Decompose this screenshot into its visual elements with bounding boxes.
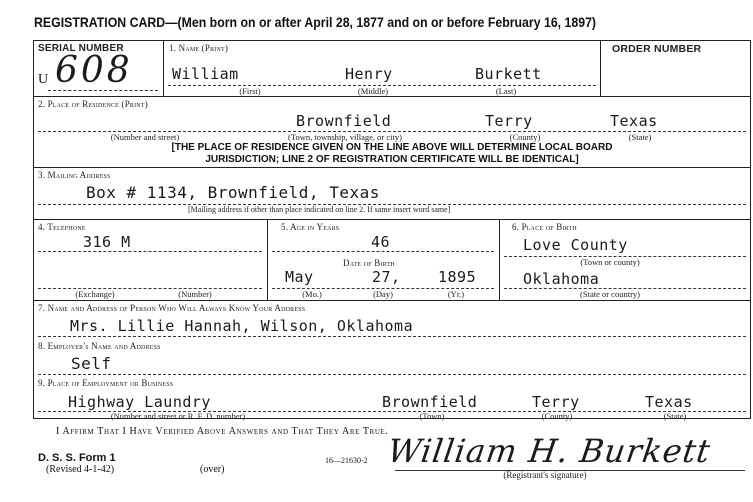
row1-bottom-rule <box>33 96 751 97</box>
age-underline <box>272 251 494 252</box>
employer-underline <box>38 374 746 375</box>
card-top-rule <box>33 40 751 41</box>
row9-bottom-rule <box>33 418 751 419</box>
telephone-underline-2 <box>38 288 262 289</box>
birth-year: 1895 <box>438 268 477 286</box>
age-value: 46 <box>371 233 391 251</box>
residence-notice-line1: [THE PLACE OF RESIDENCE GIVEN ON THE LINE ABOVE WILL DETERMINE LOCAL BOARD <box>171 142 613 153</box>
registrant-signature: William H. Burkett <box>385 432 714 470</box>
form-revised: (Revised 4-1-42) <box>46 464 115 475</box>
residence-town: Brownfield <box>296 112 392 130</box>
order-divider <box>600 40 601 96</box>
age-label: 5. Age in Years <box>281 222 340 232</box>
form-number: D. S. S. Form 1 <box>38 452 116 464</box>
last-name: Burkett <box>475 65 542 83</box>
serial-underline <box>48 90 158 91</box>
employment-town-caption: (Town) <box>419 411 445 421</box>
contact-label: 7. Name and Address of Person Who Will Always Know Your Address <box>38 303 306 313</box>
middle-name: Henry <box>345 65 393 83</box>
employment-label: 9. Place of Employment or Business <box>38 378 174 388</box>
birthplace-town-caption: (Town or county) <box>580 257 640 267</box>
birth-year-caption: (Yr.) <box>447 289 465 299</box>
residence-county: Terry <box>485 112 533 130</box>
card-header <box>34 14 596 30</box>
birth-month-caption: (Mo.) <box>302 289 322 299</box>
first-caption: (First) <box>239 86 261 96</box>
print-code: 16—21630-2 <box>325 456 368 465</box>
mailing-label: 3. Mailing Address <box>38 170 111 180</box>
residence-street-caption: (Number and street) <box>110 132 180 142</box>
employment-street: Highway Laundry <box>68 393 211 411</box>
over-note: (over) <box>200 464 225 475</box>
residence-state-caption: (State) <box>628 132 652 142</box>
employer-label: 8. Employer's Name and Address <box>38 341 161 351</box>
employer-value: Self <box>71 354 112 373</box>
birthplace-label: 6. Place of Birth <box>512 222 577 232</box>
middle-caption: (Middle) <box>357 86 389 96</box>
employment-town: Brownfield <box>382 393 478 411</box>
residence-town-caption: (Town, township, village, or city) <box>288 132 402 142</box>
row2-bottom-rule <box>33 167 751 168</box>
serial-number-label: SERIAL NUMBER <box>38 43 124 54</box>
card-subtitle: —(Men born on or after April 28, 1877 and on or before February 16, 1897) <box>165 14 597 30</box>
last-caption: (Last) <box>495 86 517 96</box>
residence-state: Texas <box>610 112 658 130</box>
name-label: 1. Name (Print) <box>169 43 229 53</box>
residence-county-caption: (County) <box>509 132 541 142</box>
birthplace-state: Oklahoma <box>523 270 600 288</box>
telephone-number-caption: (Number) <box>178 289 212 299</box>
telephone-value: 316 M <box>83 233 131 251</box>
residence-label: 2. Place of Residence (Print) <box>38 99 148 109</box>
birthplace-state-caption: (State or country) <box>580 289 640 299</box>
employment-county: Terry <box>532 393 580 411</box>
birthplace-town: Love County <box>523 236 628 254</box>
telephone-exchange-caption: (Exchange) <box>75 289 115 299</box>
row3-bottom-rule <box>33 219 751 220</box>
signature-caption: (Registrant's signature) <box>503 470 587 480</box>
serial-prefix: U <box>38 72 49 87</box>
contact-value: Mrs. Lillie Hannah, Wilson, Oklahoma <box>70 317 414 335</box>
birth-day-caption: (Day) <box>373 289 393 299</box>
employment-state: Texas <box>645 393 693 411</box>
employment-street-caption: (Number and street or R. F. D. number) <box>110 411 246 421</box>
birth-month: May <box>285 268 314 286</box>
mailing-caption: [Mailing address if other than place indicated on line 2. If same insert word same] <box>188 205 451 214</box>
date-of-birth-label: Date of Birth <box>343 258 395 268</box>
affirmation-text: I Affirm That I Have Verified Above Answers and That They Are True. <box>56 426 389 437</box>
row4-bottom-rule <box>33 300 751 301</box>
telephone-label: 4. Telephone <box>38 222 86 232</box>
contact-underline <box>38 336 746 337</box>
residence-notice-line2: JURISDICTION; LINE 2 OF REGISTRATION CERTIFICATE WILL BE IDENTICAL] <box>205 154 579 165</box>
employment-county-caption: (County) <box>541 411 573 421</box>
mailing-address: Box # 1134, Brownfield, Texas <box>86 183 380 202</box>
birth-day: 27, <box>372 268 401 286</box>
telephone-underline <box>38 251 262 252</box>
birthplace-divider <box>499 219 500 300</box>
card-title: REGISTRATION CARD <box>34 14 166 30</box>
serial-divider <box>163 40 164 96</box>
employment-state-caption: (State) <box>663 411 687 421</box>
serial-number-value: 608 <box>55 50 133 91</box>
telephone-divider <box>267 219 268 300</box>
order-number-label: ORDER NUMBER <box>612 43 702 55</box>
first-name: William <box>172 65 239 83</box>
